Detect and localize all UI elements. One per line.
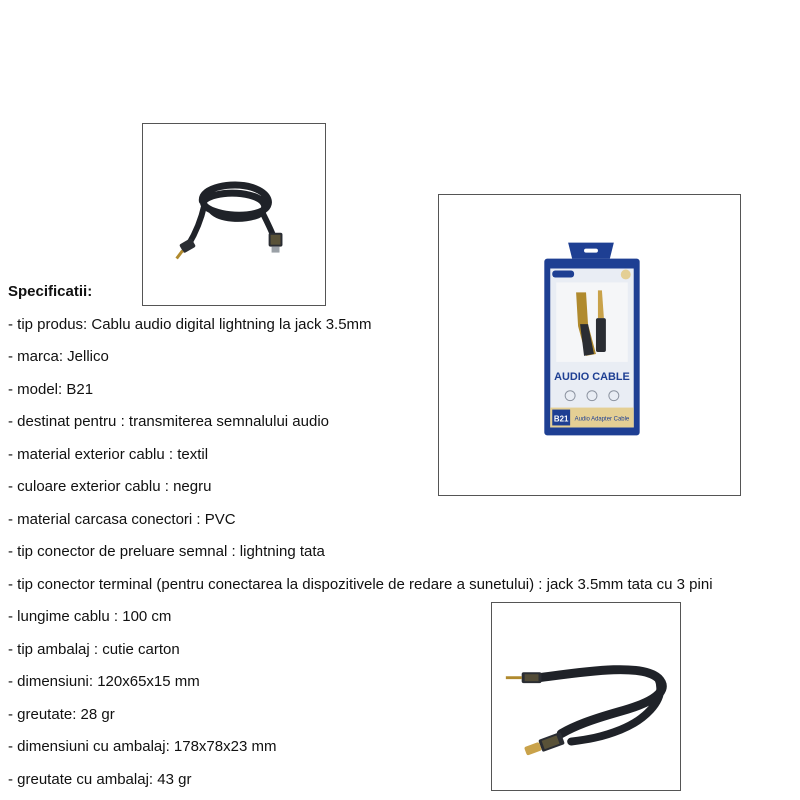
package-subtitle: Audio Adapter Cable	[574, 416, 630, 423]
spec-item-packaging-type: - tip ambalaj : cutie carton	[8, 640, 180, 658]
spec-item-cable-material: - material exterior cablu : textil	[8, 445, 209, 463]
spec-item-input-connector: - tip conector de preluare semnal : lightning tata	[8, 543, 325, 561]
spec-item-purpose: - destinat pentru : transmiterea semnalului audio	[8, 413, 330, 431]
spec-item-dimensions: - dimensiuni: 120x65x15 mm	[8, 673, 200, 691]
spec-item-model: - model: B21	[8, 380, 94, 398]
spec-item-weight: - greutate: 28 gr	[8, 705, 115, 723]
product-photo-cable-coiled	[142, 123, 326, 306]
spec-item-packaged-dimensions: - dimensiuni cu ambalaj: 178x78x23 mm	[8, 738, 277, 756]
spec-item-product-type: - tip produs: Cablu audio digital lightning la jack 3.5mm	[8, 315, 372, 333]
cable-coiled-illustration	[143, 124, 325, 305]
spec-item-cable-color: - culoare exterior cablu : negru	[8, 478, 212, 496]
spec-item-cable-length: - lungime cablu : 100 cm	[8, 608, 172, 626]
specifications-heading: Specificatii:	[8, 283, 93, 300]
package-model: B21	[553, 414, 569, 424]
spec-item-connector-housing: - material carcasa conectori : PVC	[8, 510, 236, 528]
package-title: AUDIO CABLE	[554, 370, 630, 383]
specifications-list	[8, 282, 713, 790]
spec-item-packaged-weight: - greutate cu ambalaj: 43 gr	[8, 770, 192, 788]
spec-item-brand: - marca: Jellico	[8, 348, 109, 366]
spec-item-output-connector: - tip conector terminal (pentru conectarea la dispozitivele de redare a sunetului) : jack 3.5mm tata cu 3 pini	[8, 575, 713, 593]
